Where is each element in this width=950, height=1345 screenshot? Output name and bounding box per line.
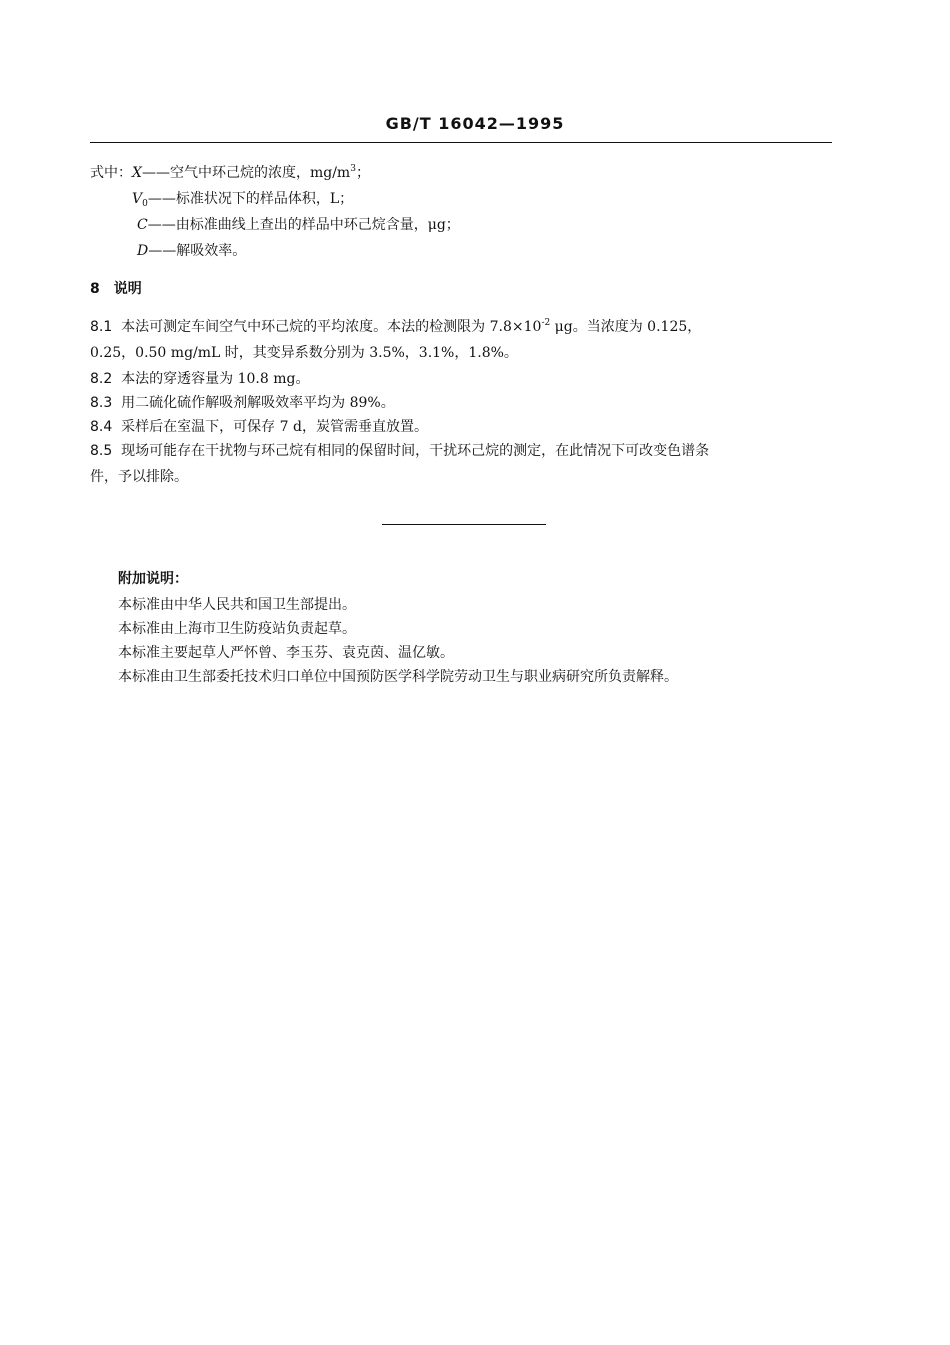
symbol-v: V — [132, 191, 143, 207]
document-code-header: GB/T 16042—1995 — [385, 114, 565, 133]
item-8-5-text: 现场可能存在干扰物与环己烷有相同的保留时间，干扰环己烷的测定，在此情况下可改变色谱条 — [121, 443, 710, 459]
definition-c-text: ——由标准曲线上查出的样品中环己烷含量，μg； — [147, 217, 460, 233]
item-8-4-number: 8.4 — [90, 419, 113, 435]
item-8-2-text: 本法的穿透容量为 10.8 mg。 — [121, 371, 310, 387]
item-8-1 — [90, 318, 701, 336]
item-8-3-number: 8.3 — [90, 395, 113, 411]
definition-v0 — [132, 190, 353, 208]
header-rule — [90, 142, 832, 143]
item-8-1-number: 8.1 — [90, 319, 113, 335]
item-8-1-text: 本法可测定车间空气中环己烷的平均浓度。本法的检测限为 7.8×10 — [121, 319, 542, 335]
definition-v0-text: ——标准状况下的样品体积，L； — [147, 191, 354, 207]
symbol-d: D — [137, 243, 149, 259]
item-8-1-text-tail: μg。当浓度为 0.125， — [550, 319, 702, 335]
definition-x — [90, 164, 370, 182]
symbol-c: C — [137, 217, 148, 233]
item-8-4 — [90, 418, 428, 436]
item-8-5-continuation: 件，予以排除。 — [90, 469, 188, 485]
definition-x-text: ——空气中环己烷的浓度，mg/m — [141, 165, 351, 181]
exponent-superscript: -2 — [541, 318, 551, 328]
definition-x-end: ； — [355, 165, 370, 181]
item-8-1-continuation: 0.25，0.50 mg/mL 时，其变异系数分别为 3.5%，3.1%，1.8%。 — [90, 345, 518, 361]
appendix-line-2: 本标准由上海市卫生防疫站负责起草。 — [118, 621, 356, 637]
definition-d-text: ——解吸效率。 — [148, 243, 247, 259]
item-8-2 — [90, 370, 309, 388]
section-8-title: 8 说明 — [90, 281, 142, 297]
definitions-intro: 式中： — [90, 165, 132, 181]
definition-c — [137, 216, 460, 234]
item-8-2-number: 8.2 — [90, 371, 113, 387]
definition-d — [137, 242, 246, 260]
appendix-line-1: 本标准由中华人民共和国卫生部提出。 — [118, 597, 356, 613]
appendix-line-3: 本标准主要起草人严怀曾、李玉芬、袁克茵、温亿敏。 — [118, 645, 454, 661]
symbol-x: X — [132, 165, 142, 181]
item-8-5-number: 8.5 — [90, 443, 113, 459]
item-8-3 — [90, 394, 395, 412]
unit-superscript: 3 — [350, 164, 356, 174]
item-8-4-text: 采样后在室温下，可保存 7 d，炭管需垂直放置。 — [121, 419, 428, 435]
item-8-5 — [90, 442, 709, 460]
item-8-3-text: 用二硫化硫作解吸剂解吸效率平均为 89%。 — [121, 395, 395, 411]
appendix-title: 附加说明： — [118, 571, 188, 587]
end-rule — [382, 524, 546, 525]
symbol-v-sub: 0 — [142, 199, 148, 209]
appendix-line-4: 本标准由卫生部委托技术归口单位中国预防医学科学院劳动卫生与职业病研究所负责解释。 — [118, 669, 678, 685]
